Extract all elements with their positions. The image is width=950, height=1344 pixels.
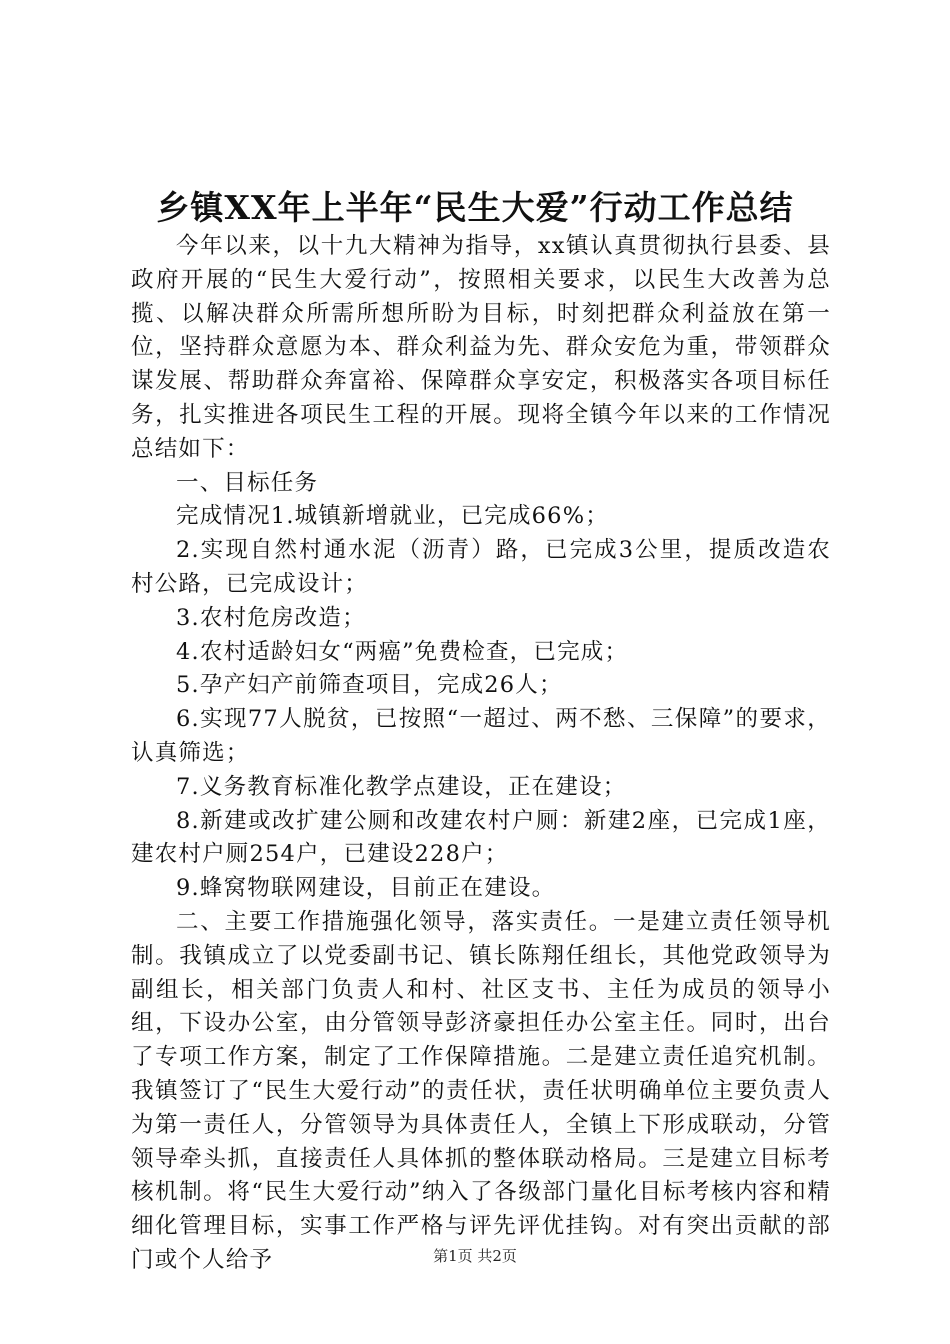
document-title: 乡镇XX年上半年“民生大爱”行动工作总结 [156,188,794,227]
list-item-8: 8.新建或改扩建公厕和改建农村户厕：新建2座，已完成1座，建农村户厕254户，已建设228户； [131,807,831,868]
paragraph-measures: 二、主要工作措施强化领导，落实责任。一是建立责任领导机制。我镇成立了以党委副书记、镇长陈翔任组长，其他党政领导为副组长，相关部门负责人和村、社区支书、主任为成员的领导小组，下设办公室，由分管领导彭济豪担任办公室主任。同时，出台了专项工作方案，制定了工作保障措施。二是建立责任追究机制。我镇签订了“民生大爱行动”的责任状，责任状明确单位主要负责人为第一责任人，分管领导为具体责任人，全镇上下形成联动，分管领导牵头抓，直接责任人具体抓的整体联动格局。三是建立目标考核机制。将“民生大爱行动”纳入了各级部门量化目标考核内容和精细化管理目标，实事工作严格与评先评优挂钩。对有突出贡献的部门或个人给予 [131,908,831,1273]
paragraph-intro: 今年以来，以十九大精神为指导，xx镇认真贯彻执行县委、县政府开展的“民生大爱行动”，按照相关要求，以民生大改善为总揽、以解决群众所需所想所盼为目标，时刻把群众利益放在第一位，坚持群众意愿为本、群众利益为先、群众安危为重，带领群众谋发展、帮助群众奔富裕、保障群众享安定，积极落实各项目标任务，扎实推进各项民生工程的开展。现将全镇今年以来的工作情况总结如下： [131,233,831,462]
page-number-footer: 第1页 共2页 [433,1247,517,1265]
list-item-3: 3.农村危房改造； [176,604,366,631]
list-item-6: 6.实现77人脱贫，已按照“一超过、两不愁、三保障”的要求，认真筛选； [131,706,831,766]
section-heading-goals: 一、目标任务 [176,469,319,496]
list-item-1: 完成情况1.城镇新增就业，已完成66%； [176,503,609,530]
list-item-2: 2.实现自然村通水泥（沥青）路，已完成3公里，提质改造农村公路，已完成设计； [131,537,831,597]
list-item-4: 4.农村适龄妇女“两癌”免费检查，已完成； [176,638,629,665]
list-item-9: 9.蜂窝物联网建设，目前正在建设。 [176,875,556,902]
list-item-5: 5.孕产妇产前筛查项目，完成26人； [176,672,563,699]
list-item-7: 7.义务教育标准化教学点建设，正在建设； [176,773,627,800]
document-body [131,230,831,1278]
